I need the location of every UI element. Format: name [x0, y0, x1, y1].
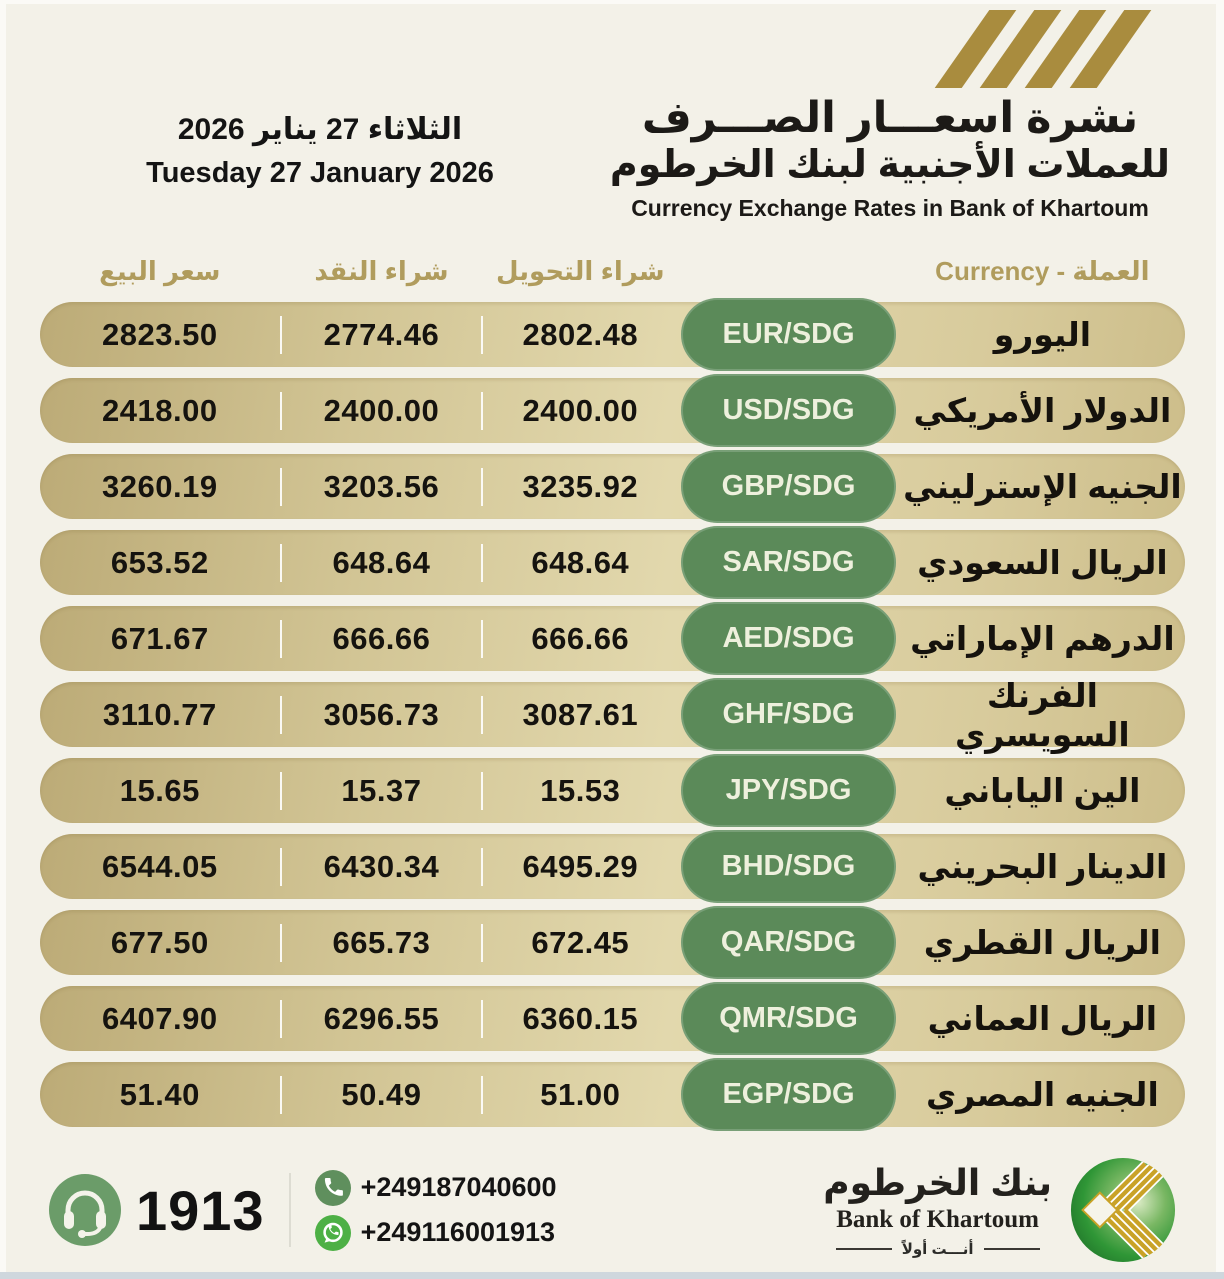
rates-table — [40, 250, 1185, 1138]
currency-name-arabic: الريال العماني — [927, 1000, 1158, 1037]
rate-row — [40, 378, 1185, 443]
page-edge — [0, 0, 6, 1279]
whatsapp-contact — [315, 1215, 557, 1251]
sell-price-value: 6544.05 — [102, 848, 218, 884]
currency-name-arabic: الدرهم الإماراتي — [910, 620, 1175, 657]
currency-code-badge: GHF/SDG — [681, 678, 896, 751]
currency-name-arabic: الدينار البحريني — [917, 848, 1168, 885]
currency-code-badge: QAR/SDG — [681, 906, 896, 979]
cash-buy-value: 665.73 — [332, 924, 431, 960]
cash-buy-value: 3203.56 — [323, 468, 440, 504]
currency-name-arabic: الريال السعودي — [917, 544, 1168, 581]
currency-code-badge: GBP/SDG — [681, 450, 896, 523]
transfer-buy-value: 51.00 — [540, 1076, 621, 1112]
cash-buy-value: 50.49 — [341, 1076, 422, 1112]
cash-buy-value: 6296.55 — [323, 1000, 440, 1036]
currency-code-badge: BHD/SDG — [681, 830, 896, 903]
transfer-buy-value: 672.45 — [531, 924, 630, 960]
whatsapp-icon — [315, 1215, 351, 1251]
currency-name-arabic: اليورو — [993, 316, 1092, 353]
bank-logo-group — [823, 1157, 1176, 1263]
rate-row — [40, 1062, 1185, 1127]
phone-icon — [315, 1170, 351, 1206]
rate-row — [40, 530, 1185, 595]
date-block — [105, 112, 535, 190]
currency-name-arabic: الجنيه المصري — [926, 1076, 1159, 1113]
sell-price-value: 671.67 — [110, 620, 209, 656]
transfer-buy-value: 648.64 — [531, 544, 630, 580]
currency-name-arabic: الريال القطري — [923, 924, 1161, 961]
sell-price-value: 677.50 — [110, 924, 209, 960]
phone-contact — [315, 1170, 557, 1206]
rate-row — [40, 454, 1185, 519]
title-arabic-line2: للعملات الأجنبية لبنك الخرطوم — [609, 144, 1171, 187]
bottom-band — [0, 1272, 1224, 1279]
currency-code-badge: AED/SDG — [681, 602, 896, 675]
transfer-buy-value: 2802.48 — [522, 316, 639, 352]
currency-code-badge: EGP/SDG — [681, 1058, 896, 1131]
sell-price-value: 2418.00 — [102, 392, 218, 428]
bulletin-title — [585, 94, 1195, 222]
rate-row — [40, 986, 1185, 1051]
contact-numbers — [315, 1170, 557, 1251]
cash-buy-value: 666.66 — [332, 620, 431, 656]
currency-code-badge: JPY/SDG — [681, 754, 896, 827]
transfer-buy-value: 6360.15 — [522, 1000, 639, 1036]
sell-price-value: 6407.90 — [102, 1000, 218, 1036]
sell-price-value: 51.40 — [119, 1076, 200, 1112]
bank-tagline — [823, 1240, 1052, 1258]
currency-code-badge: USD/SDG — [681, 374, 896, 447]
transfer-buy-value: 2400.00 — [522, 392, 639, 428]
date-english: Tuesday 27 January 2026 — [146, 157, 494, 189]
currency-code-badge: QMR/SDG — [681, 982, 896, 1055]
transfer-buy-value: 6495.29 — [522, 848, 639, 884]
call-center-number: 1913 — [136, 1178, 265, 1242]
currency-code-badge: SAR/SDG — [681, 526, 896, 599]
title-english: Currency Exchange Rates in Bank of Khartoum — [631, 195, 1149, 222]
rate-row — [40, 676, 1185, 753]
cash-buy-value: 15.37 — [341, 772, 422, 808]
currency-name-arabic: الين الياباني — [944, 772, 1141, 809]
rate-row — [40, 302, 1185, 367]
footer — [48, 1158, 1176, 1262]
sell-price-value: 2823.50 — [102, 316, 218, 352]
table-rows — [40, 302, 1185, 1127]
transfer-buy-value: 3235.92 — [522, 468, 639, 504]
currency-name-arabic: الدولار الأمريكي — [913, 392, 1172, 429]
headset-icon — [48, 1173, 122, 1247]
rate-row — [40, 834, 1185, 899]
date-arabic: الثلاثاء 27 يناير 2026 — [177, 113, 463, 146]
header-transfer-buy: شراء التحويل — [496, 255, 665, 286]
bank-name-arabic: بنك الخرطوم — [823, 1162, 1052, 1203]
rate-row — [40, 758, 1185, 823]
footer-divider — [289, 1173, 291, 1247]
table-header-row — [40, 250, 1185, 292]
bank-tagline-text: أنـــت أولاً — [901, 1241, 974, 1258]
currency-code-badge: EUR/SDG — [681, 298, 896, 371]
sell-price-value: 3110.77 — [102, 696, 217, 732]
page-edge — [1216, 0, 1224, 1279]
header-sell-price: سعر البيع — [99, 255, 221, 286]
rate-row — [40, 910, 1185, 975]
bank-logo-icon — [1070, 1157, 1176, 1263]
gold-stripes-decoration — [962, 10, 1124, 88]
call-center-group — [48, 1173, 265, 1247]
cash-buy-value: 648.64 — [332, 544, 431, 580]
transfer-buy-value: 666.66 — [531, 620, 630, 656]
cash-buy-value: 2400.00 — [323, 392, 440, 428]
currency-name-arabic: الجنيه الإسترليني — [903, 468, 1182, 505]
page-edge — [0, 0, 1224, 4]
transfer-buy-value: 15.53 — [540, 772, 621, 808]
title-arabic-line1: نشرة اسعـــار الصـــرف — [641, 94, 1139, 142]
bank-logo-text — [823, 1162, 1052, 1258]
currency-name-arabic: الفرنك السويسري — [955, 676, 1130, 753]
header-cash-buy: شراء النقد — [314, 255, 449, 286]
bank-name-english: Bank of Khartoum — [836, 1206, 1039, 1233]
phone-number: +249187040600 — [360, 1172, 557, 1202]
header-currency: العملة - Currency — [935, 255, 1150, 286]
cash-buy-value: 3056.73 — [323, 696, 440, 732]
sell-price-value: 3260.19 — [102, 468, 218, 504]
sell-price-value: 653.52 — [110, 544, 209, 580]
rate-row — [40, 606, 1185, 671]
whatsapp-number: +249116001913 — [360, 1217, 556, 1247]
transfer-buy-value: 3087.61 — [522, 696, 639, 732]
cash-buy-value: 2774.46 — [323, 316, 440, 352]
sell-price-value: 15.65 — [119, 772, 200, 808]
cash-buy-value: 6430.34 — [323, 848, 440, 884]
